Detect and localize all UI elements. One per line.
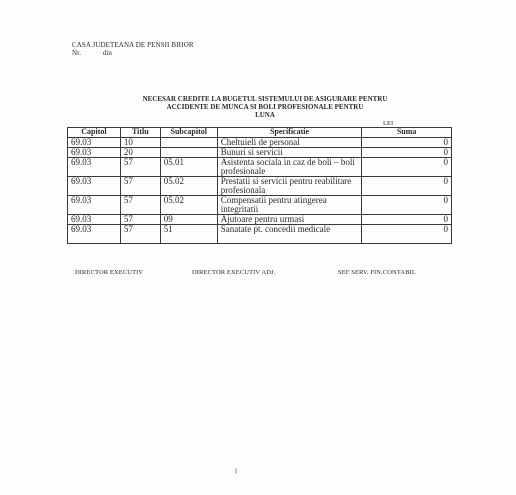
cell-capitol: 69.03: [68, 148, 121, 158]
organization-name: CASA JUDETEANA DE PENSII BIHOR: [72, 41, 194, 49]
title-line-2: ACCIDENTE DE MUNCA SI BOLI PROFESIONALE PENTRU: [166, 103, 364, 111]
cell-subcapitol: 05.02: [160, 177, 217, 196]
cell-titlu: 10: [120, 138, 160, 148]
table-header-row: [68, 128, 452, 138]
table-row: [68, 215, 452, 225]
table-row: [68, 148, 452, 158]
scan-speck: [235, 468, 237, 474]
title-line-3: LUNA: [255, 111, 275, 119]
cell-titlu: 57: [120, 215, 160, 225]
cell-suma: 0: [362, 225, 452, 244]
registration-line: [72, 49, 194, 57]
currency-label: LEI: [383, 120, 394, 127]
table-row: [68, 177, 452, 196]
cell-capitol: 69.03: [68, 177, 121, 196]
cell-specificatie: Sanatate pt. concedii medicale: [217, 225, 362, 244]
column-header-suma: Suma: [362, 128, 452, 138]
table-row: [68, 225, 452, 244]
date-label: din: [102, 49, 113, 57]
cell-titlu: 57: [120, 177, 160, 196]
cell-suma: 0: [362, 177, 452, 196]
cell-subcapitol: 05.02: [160, 196, 217, 215]
document-title: [100, 95, 430, 119]
cell-suma: 0: [362, 196, 452, 215]
cell-capitol: 69.03: [68, 215, 121, 225]
cell-specificatie: Compensatii pentru atingerea integritatii: [217, 196, 362, 215]
cell-subcapitol: [160, 148, 217, 158]
cell-suma: 0: [362, 138, 452, 148]
cell-subcapitol: 09: [160, 215, 217, 225]
cell-specificatie: Prestatii si servicii pentru reabilitare profesionala: [217, 177, 362, 196]
signature-sef-serv: SEF SERV. FIN.CONTABIL: [338, 269, 416, 276]
cell-specificatie: Bunuri si servicii: [217, 148, 362, 158]
nr-label: Nr.: [72, 49, 82, 57]
cell-capitol: 69.03: [68, 225, 121, 244]
signature-director-adj: DIRECTOR EXECUTIV ADJ.: [192, 269, 276, 276]
cell-specificatie: Ajutoare pentru urmasi: [217, 215, 362, 225]
column-header-subcapitol: Subcapitol: [160, 128, 217, 138]
cell-titlu: 20: [120, 148, 160, 158]
cell-capitol: 69.03: [68, 138, 121, 148]
cell-capitol: 69.03: [68, 196, 121, 215]
table-row: [68, 138, 452, 148]
cell-titlu: 57: [120, 225, 160, 244]
credits-table: [67, 127, 452, 244]
cell-suma: 0: [362, 215, 452, 225]
cell-titlu: 57: [120, 196, 160, 215]
cell-subcapitol: 51: [160, 225, 217, 244]
table-row: [68, 158, 452, 177]
cell-suma: 0: [362, 158, 452, 177]
cell-suma: 0: [362, 148, 452, 158]
column-header-capitol: Capitol: [68, 128, 121, 138]
table-row: [68, 196, 452, 215]
column-header-titlu: Titlu: [120, 128, 160, 138]
cell-capitol: 69.03: [68, 158, 121, 177]
cell-subcapitol: 05.01: [160, 158, 217, 177]
cell-titlu: 57: [120, 158, 160, 177]
title-line-1: NECESAR CREDITE LA BUGETUL SISTEMULUI DE ASIGURARE PENTRU: [142, 95, 388, 103]
cell-subcapitol: [160, 138, 217, 148]
signature-director: DIRECTOR EXECUTIV: [75, 269, 144, 276]
document-header: [72, 41, 194, 57]
cell-specificatie: Asistenta sociala in caz de boli – boli profesionale: [217, 158, 362, 177]
column-header-specificatie: Specificatie: [217, 128, 362, 138]
cell-specificatie: Cheltuieli de personal: [217, 138, 362, 148]
